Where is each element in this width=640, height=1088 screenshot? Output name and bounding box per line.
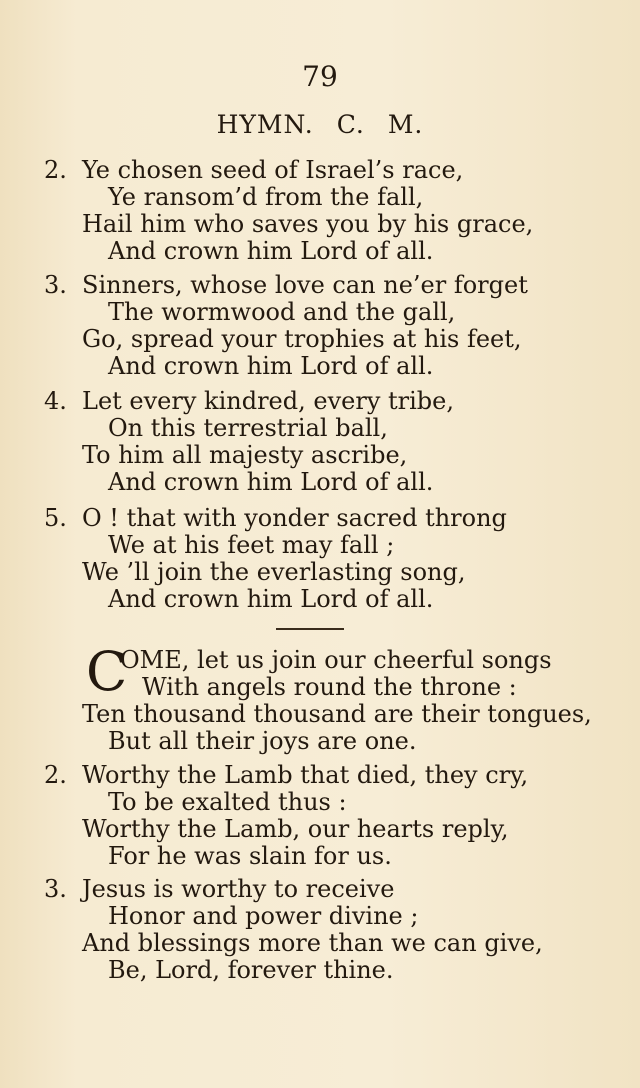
stanza-number: 3. [44,271,67,299]
section-divider [276,628,344,630]
verse-line: Ye ransom’d from the fall, [108,183,424,211]
page-number: 79 [302,60,338,93]
verse-line: Honor and power divine ; [108,902,419,930]
stanza-number: 4. [44,387,67,415]
verse-line: And crown him Lord of all. [108,352,434,380]
verse-line: Worthy the Lamb that died, they cry, [82,761,529,789]
verse-line: Be, Lord, forever thine. [108,956,394,984]
verse-line: And crown him Lord of all. [108,237,434,265]
verse-line: And crown him Lord of all. [108,468,434,496]
verse-line: And crown him Lord of all. [108,585,434,613]
verse-line: Let every kindred, every tribe, [82,387,454,415]
verse-line: We ’ll join the everlasting song, [82,558,466,586]
verse-line: On this terrestrial ball, [108,414,388,442]
verse-line: But all their joys are one. [108,727,417,755]
verse-line: Jesus is worthy to receive [82,875,395,903]
verse-line: Ten thousand thousand are their tongues, [82,700,592,728]
drop-cap: C [86,640,128,703]
hymn-title: HYMN. C. M. [216,110,424,139]
verse-line: For he was slain for us. [108,842,392,870]
verse-line: O ! that with yonder sacred throng [82,504,507,532]
verse-line: And blessings more than we can give, [82,929,543,957]
verse-line: Worthy the Lamb, our hearts reply, [82,815,509,843]
verse-line: With angels round the throne : [142,673,517,701]
stanza-number: 5. [44,504,67,532]
verse-line: We at his feet may fall ; [108,531,395,559]
verse-line: Go, spread your trophies at his feet, [82,325,522,353]
stanza-number: 3. [44,875,67,903]
verse-line: To him all majesty ascribe, [82,441,408,469]
verse-line: Ye chosen seed of Israel’s race, [82,156,464,184]
verse-line: OME, let us join our cheerful songs [120,646,552,674]
verse-line: Sinners, whose love can ne’er forget [82,271,528,299]
verse-line: To be exalted thus : [108,788,347,816]
verse-line: The wormwood and the gall, [108,298,456,326]
stanza-number: 2. [44,156,67,184]
verse-line: Hail him who saves you by his grace, [82,210,534,238]
stanza-number: 2. [44,761,67,789]
